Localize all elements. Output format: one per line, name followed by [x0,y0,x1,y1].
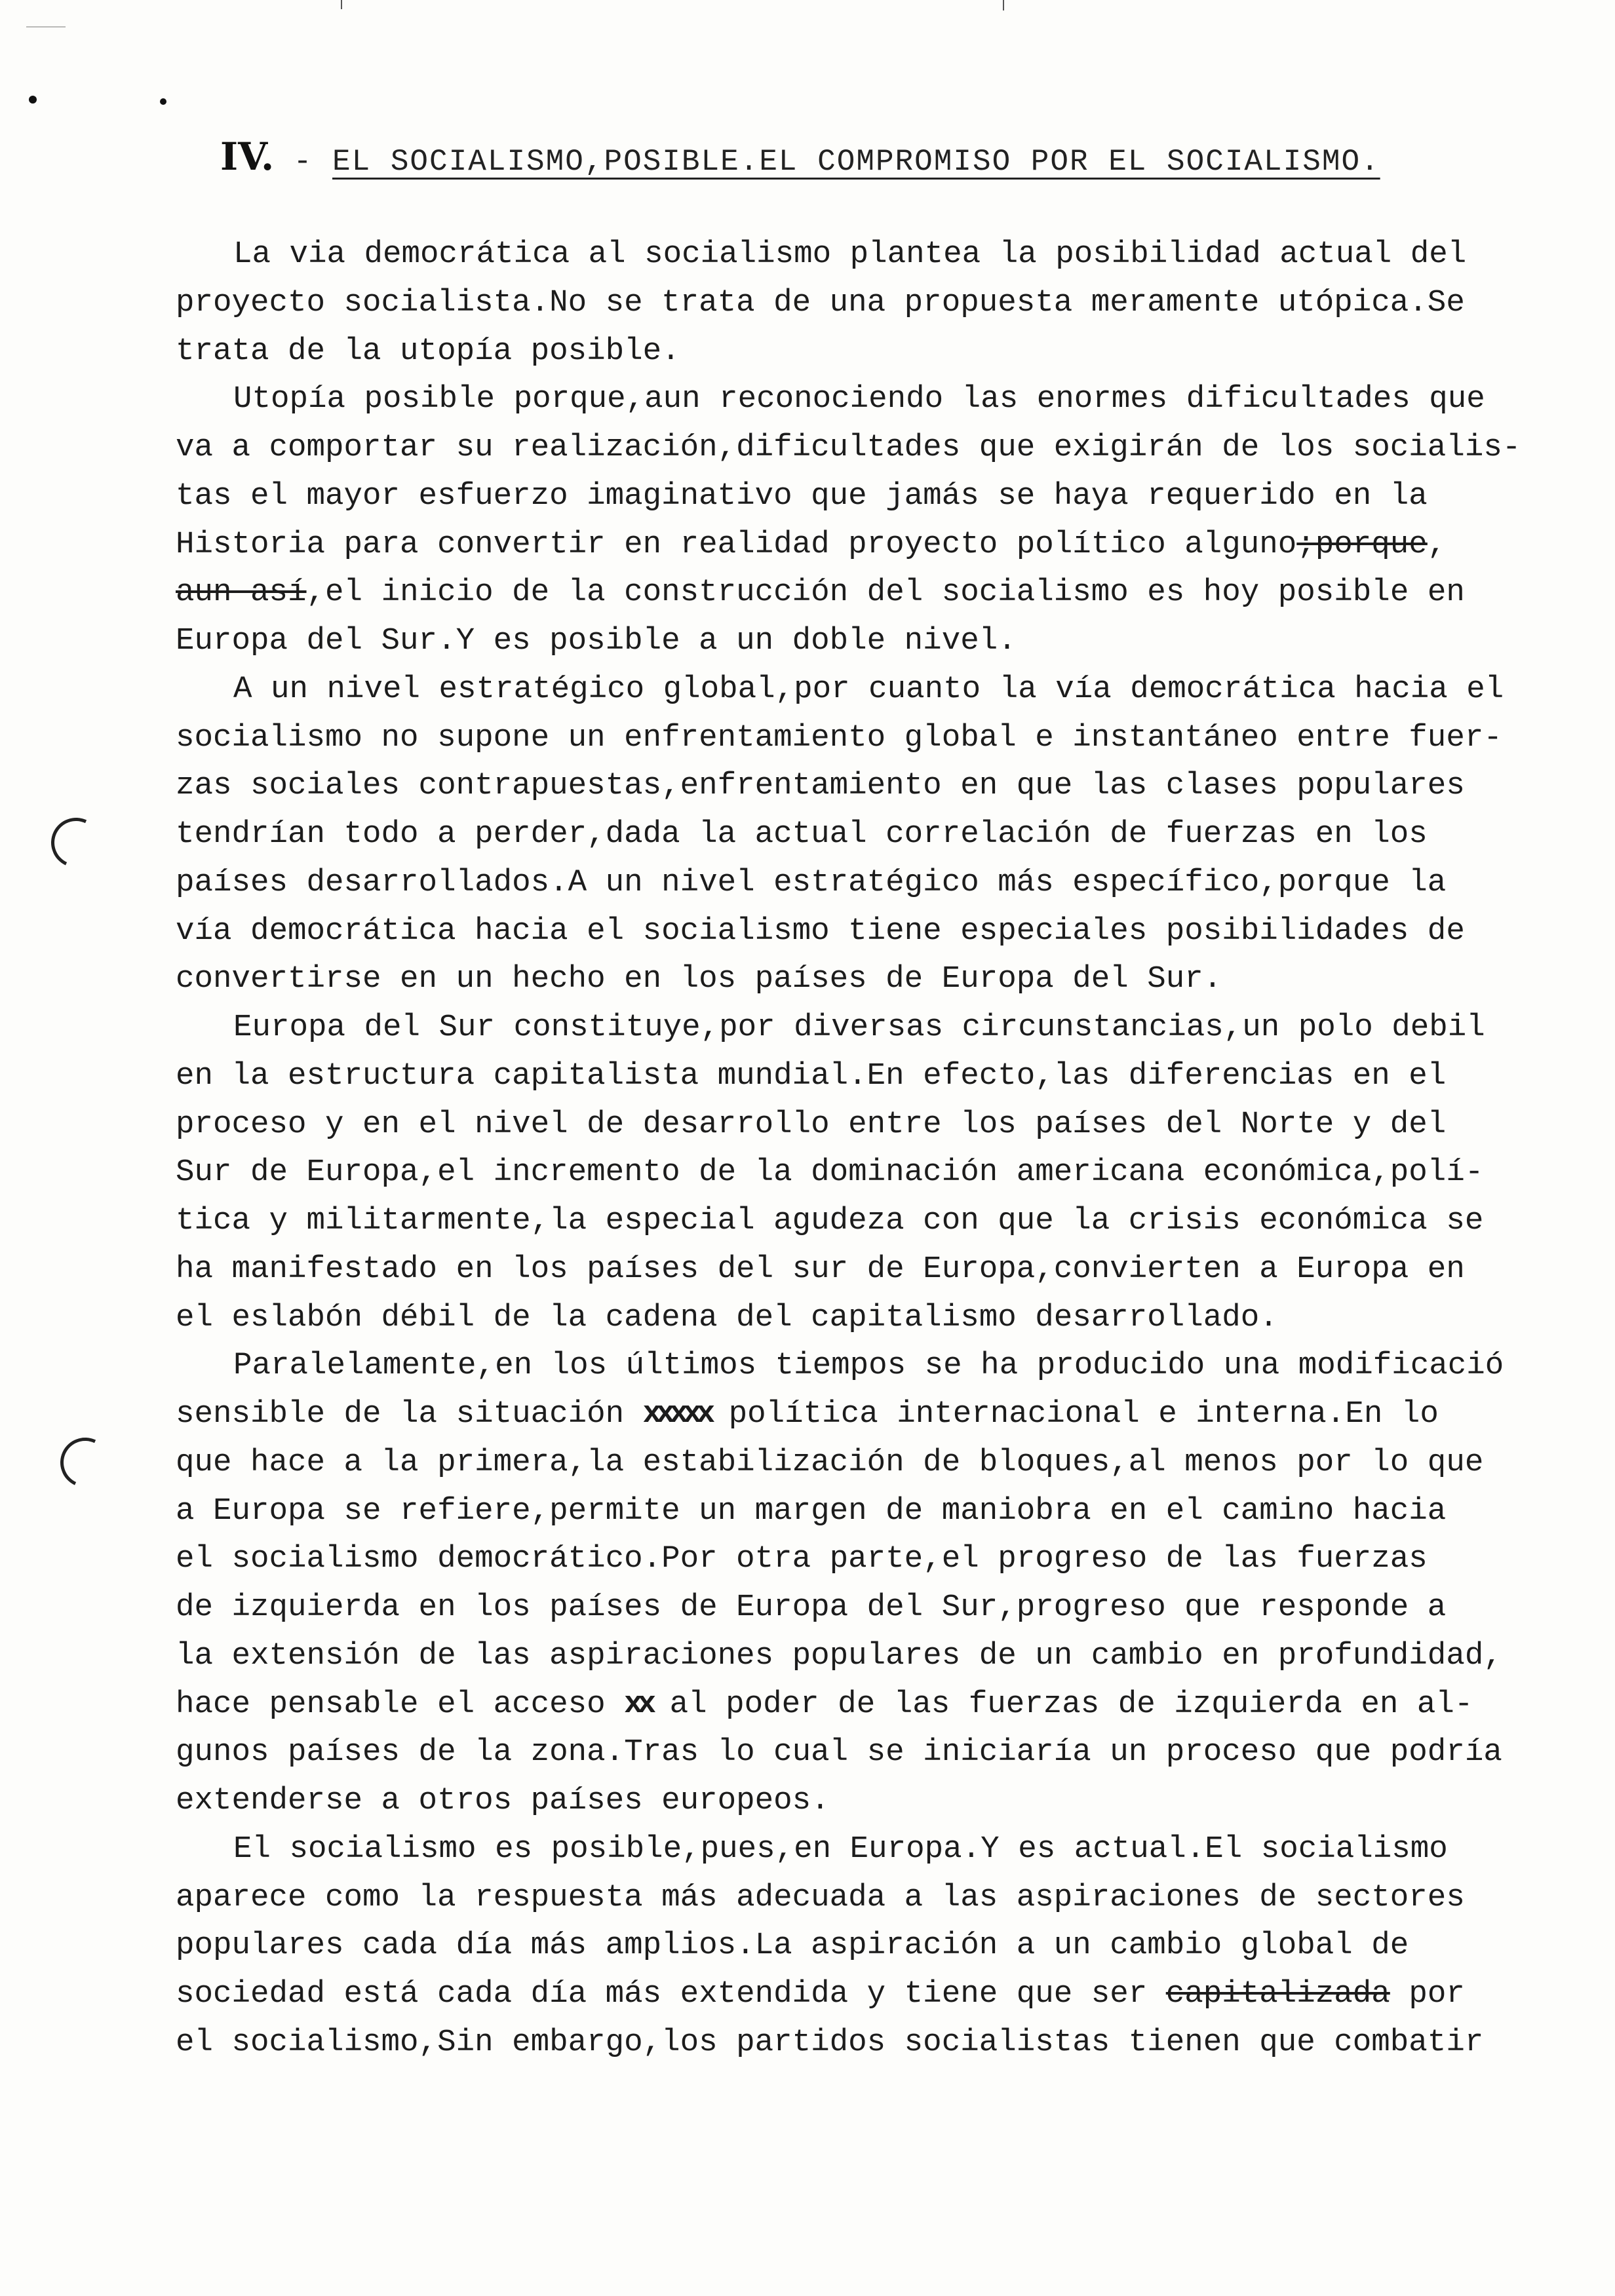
punch-hole-icon [53,1430,117,1494]
heading-dash: - [293,145,313,179]
text-line [176,231,1598,279]
text-line [176,762,1598,811]
text-line [176,811,1598,859]
text-line [176,1390,1598,1439]
line-text: proceso y en el nivel de desarrollo entre los países del Norte y del [176,1106,1447,1142]
line-text: proyecto socialista.No se trata de una propuesta meramente utópica.Se [176,284,1465,320]
line-text: por [1390,1976,1465,2012]
text-line [176,908,1598,956]
text-line [176,617,1598,666]
line-text: aparece como la respuesta más adecuada a las aspiraciones de sectores [176,1879,1465,1915]
line-text: Sur de Europa,el incremento de la dominación americana económica,polí- [176,1155,1484,1191]
text-line [176,1826,1598,1874]
struck-out-text: aun así [176,575,307,611]
text-line [176,328,1598,376]
line-text: Paralelamente,en los últimos tiempos se ha producido una modificació [233,1348,1504,1384]
line-text: Historia para convertir en realidad proyecto político alguno [176,526,1297,562]
line-text: ha manifestado en los países del sur de Europa,convierten a Europa en [176,1251,1465,1287]
line-text: tica y militarmente,la especial agudeza con que la crisis económica se [176,1203,1484,1238]
line-text: que hace a la primera,la estabilización de bloques,al menos por lo que [176,1444,1484,1480]
text-line [176,2019,1598,2067]
line-text: el socialismo,Sin embargo,los partidos socialistas tienen que combatir [176,2024,1484,2060]
text-line [176,1439,1598,1487]
line-text: hace pensable el acceso [176,1686,625,1722]
text-line [176,1149,1598,1197]
text-line [176,859,1598,908]
heading-title: EL SOCIALISMO,POSIBLE.EL COMPROMISO POR EL SOCIALISMO. [332,145,1380,179]
line-text: extenderse a otros países europeos. [176,1783,830,1818]
line-text: sensible de la situación [176,1396,643,1432]
text-line [176,1535,1598,1584]
text-line [176,714,1598,763]
text-line [176,1487,1598,1536]
line-text: sociedad está cada día más extendida y tiene que ser [176,1976,1166,2012]
text-line [176,569,1598,617]
text-line [176,1101,1598,1149]
line-text: al poder de las fuerzas de izquierda en al- [651,1686,1473,1722]
text-line [176,424,1598,472]
typed-over-text: xx [624,1686,652,1722]
line-text: A un nivel estratégico global,por cuanto la vía democrática hacia el [233,671,1504,707]
ink-dot-right [160,98,166,105]
typed-over-text: xxxxx [642,1396,710,1432]
line-text: tas el mayor esfuerzo imaginativo que jamás se haya requerido en la [176,478,1428,514]
line-text: ,el inicio de la construcción del socialismo es hoy posible en [306,575,1465,611]
body-text [176,231,1598,2067]
line-text: La via democrática al socialismo plantea la posibilidad actual del [233,237,1467,272]
text-line [176,1197,1598,1246]
struck-out-text: capitalizada [1165,1976,1390,2012]
punch-hole-icon [44,811,107,874]
scan-tick [341,0,342,9]
text-line [176,1004,1598,1052]
text-line [176,1729,1598,1777]
line-text: Europa del Sur.Y es posible a un doble nivel. [176,623,1017,659]
line-text: , [1427,526,1447,562]
text-line [176,666,1598,714]
text-line [176,1246,1598,1294]
text-line [176,279,1598,328]
text-line [176,1294,1598,1343]
text-line [176,1777,1598,1826]
line-text: la extensión de las aspiraciones populares de un cambio en profundidad, [176,1637,1502,1674]
text-line [176,472,1598,521]
scan-tick [1003,0,1004,10]
line-text: va a comportar su realización,dificultades que exigirán de los socialis- [176,430,1521,465]
line-text: socialismo no supone un enfrentamiento global e instantáneo entre fuer- [176,719,1502,756]
line-text: el eslabón débil de la cadena del capitalismo desarrollado. [176,1299,1278,1335]
line-text: de izquierda en los países de Europa del Sur,progreso que responde a [176,1590,1447,1625]
line-text: a Europa se refiere,permite un margen de maniobra en el camino hacia [176,1493,1447,1529]
text-line [176,375,1598,424]
text-line [176,1632,1598,1681]
line-text: países desarrollados.A un nivel estratégico más específico,porque la [176,864,1447,900]
text-line [176,1874,1598,1923]
struck-out-text: ;porque [1296,526,1428,562]
line-text: El socialismo es posible,pues,en Europa.Y es actual.El socialismo [233,1831,1448,1867]
line-text: tendrían todo a perder,dada la actual correlación de fuerzas en los [176,816,1428,852]
line-text: política internacional e interna.En lo [710,1396,1439,1432]
text-line [176,521,1598,569]
line-text: en la estructura capitalista mundial.En efecto,las diferencias en el [176,1058,1447,1094]
line-text: convertirse en un hecho en los países de Europa del Sur. [176,961,1222,997]
text-line [176,955,1598,1004]
line-text: gunos países de la zona.Tras lo cual se iniciaría un proceso que podría [176,1734,1502,1770]
text-line [176,1584,1598,1632]
line-text: populares cada día más amplios.La aspiración a un cambio global de [176,1928,1409,1964]
scan-tick [26,26,66,28]
chapter-numeral: IV. [220,134,275,179]
line-text: el socialismo democrático.Por otra parte,el progreso de las fuerzas [176,1541,1428,1577]
line-text: trata de la utopía posible. [176,333,680,369]
page-heading [220,134,1380,179]
text-line [176,1342,1598,1390]
text-line [176,1970,1598,2019]
text-line [176,1052,1598,1101]
text-line [176,1922,1598,1970]
text-line [176,1681,1598,1729]
line-text: vía democrática hacia el socialismo tiene especiales posibilidades de [176,913,1465,949]
line-text: Utopía posible porque,aun reconociendo las enormes dificultades que [233,381,1485,417]
ink-dot-left [29,96,37,104]
line-text: Europa del Sur constituye,por diversas circunstancias,un polo debil [233,1010,1485,1045]
line-text: zas sociales contrapuestas,enfrentamiento en que las clases populares [176,768,1465,804]
